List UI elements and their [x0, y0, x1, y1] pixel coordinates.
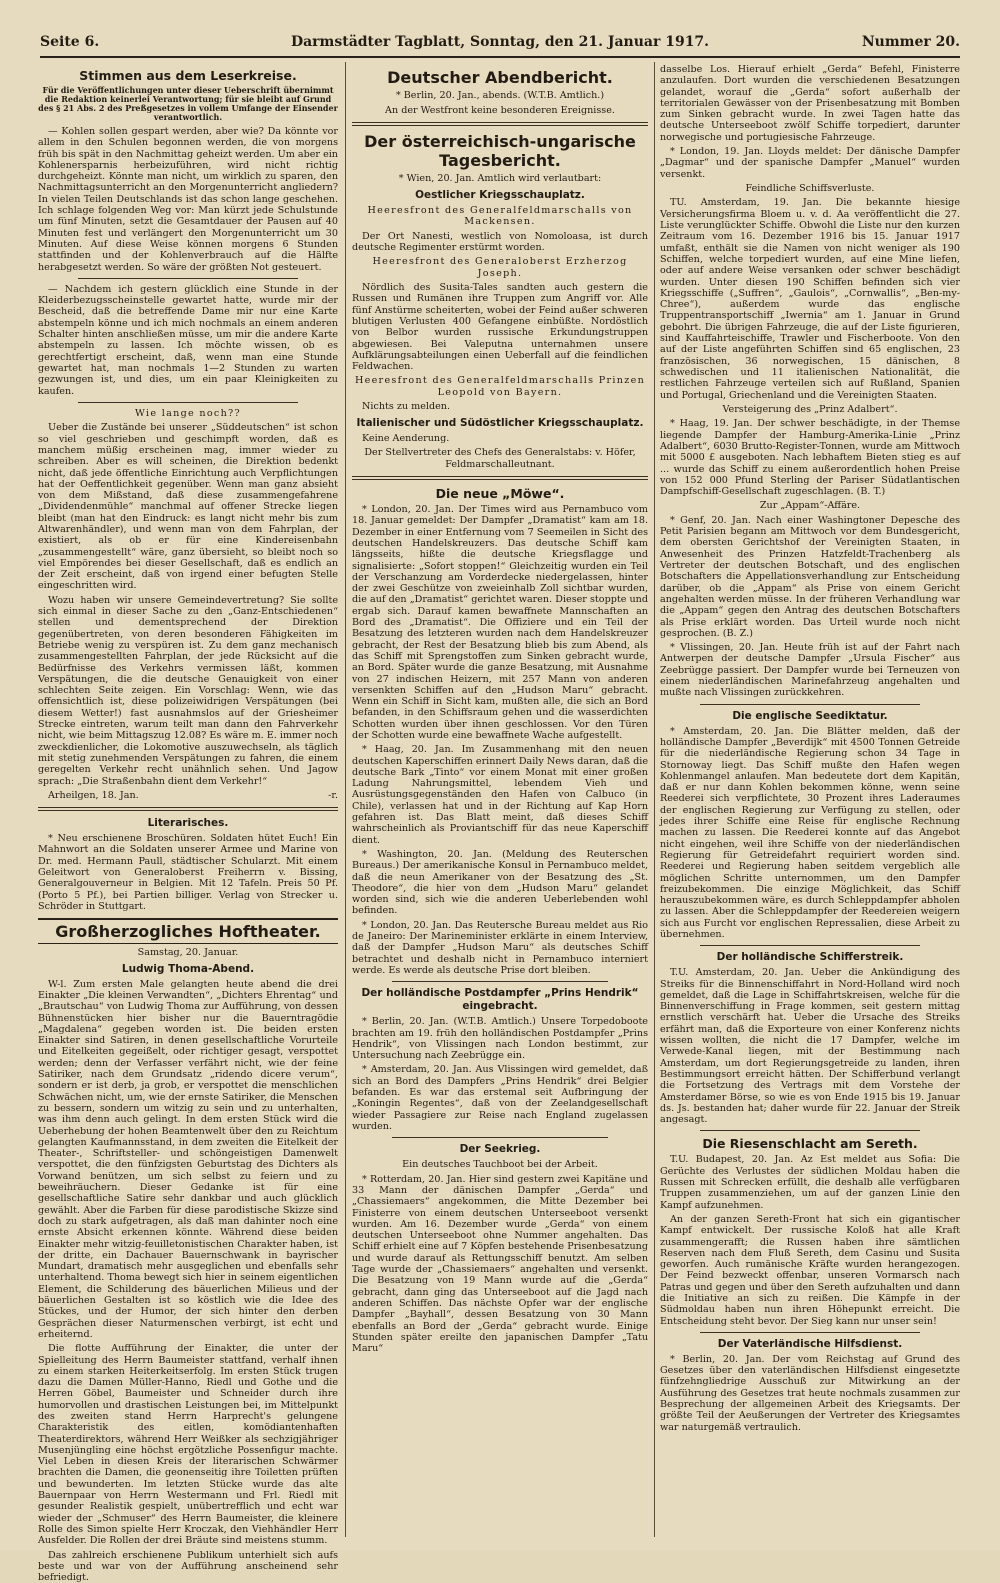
- divider: [700, 1332, 920, 1333]
- article-paragraph: Die flotte Aufführung der Einakter, die unter der Spielleitung des Herrn Baumeister stattfand, verhalf ihnen zu einem starken Heiterkeitserfolg. Im ersten Stück trugen dazu die Damen Müller-Hanno, Riedl und Gothe und die Herren Göbel, Baumeister und Schneider durch ihre humorvollen und drastischen Leistungen bei, im Mittelpunkt des zweiten stand Herrn Harprecht's gelungene Charakteristik des eitlen, komödiantenhaften Theaterdirektors, während Herr Weißker als sechzigjähriger Musenjüngling eine höchst ergötzliche Possenfigur machte. Viel Leben in diesen Kreis der literarischen Schwärmer brachten die Damen, die geonenseitig ihre Toiletten prüften und bewunderten. Im letzten Stücke wurde das alte Bauernpaar von Herrn Westermann und Frl. Riedl mit gesunder Realistik gespielt, unübertrefflich und echt war wieder der „Schmuser“ des Herrn Baumeister, die kleinere Rolle des Simon spielte Herr Kroczak, den Viehhändler Herr Ausfelder. Die Rollen der drei Bräute sind meistens stumm.: [38, 1343, 338, 1547]
- divider: [700, 1130, 920, 1131]
- article-paragraph: An der ganzen Sereth-Front hat sich ein gigantischer Kampf entwickelt. Der russische Koloß hat alle Kraft zusammengerafft; die Russen haben ihre sämtlichen Reserven nach dem Fluß Sereth, dem Casinu und Susita geworfen. Auch rumänische Kräfte wurden herangezogen. Der Feind bezweckt offenbar, unseren Vormarsch nach Patras und gegen und über den Sereth aufzuhalten und dann die Initiative an sich zu reißen. Die Kämpfe in der Südmoldau haben nun ihren Höhepunkt erreicht. Die Entscheidung steht bevor. Der Sieg kann nur unser sein!: [660, 1213, 960, 1327]
- section-heading: Der österreichisch-ungarische Tagesbericht.: [364, 132, 636, 170]
- section-heading: Deutscher Abendbericht.: [387, 68, 613, 87]
- article-paragraph: Keine Aenderung.: [362, 432, 450, 444]
- article-paragraph: * Haag, 20. Jan. Im Zusammenhang mit den neuen deutschen Kaperschiffen erinnert Daily News daran, daß die deutsche Bark „Tinto“ vor einem Monat mit einer großen Ladung Nahrungsmittel, lebendem Vieh und Ausrüstungsgegenständen den Hafen von Calbuco (in Chile), verlassen hat und in der Richtung auf Kap Horn gefahren ist. Das Blatt meint, daß dieses Schiff wahrscheinlich als Proviantschiff für das neue Kaperschiff dient.: [352, 744, 648, 846]
- article-paragraph: Das zahlreich erschienene Publikum unterhielt sich aufs beste und war von der Aufführung anscheinend sehr befriedigt.: [38, 1549, 338, 1583]
- section-heading: Literarisches.: [147, 817, 229, 830]
- divider: [392, 1137, 608, 1138]
- article-paragraph: Ueber die Zustände bei unserer „Süddeutschen“ ist schon so viel geschrieben und geschimpft worden, daß es manchem müßig erscheinen mag, immer wieder zu schreiben. Aber es will scheinen, die Direktion bedenkt nicht, daß jede öffentliche Einrichtung auch Verpflichtungen hat der Oeffentlichkeit gegenüber. Wenn man ganz absieht von dem Mißstand, daß diese zusammengefahrene „Dividendenmühle“ manchmal auf offener Strecke liegen bleibt (man hat den Eindruck: es langt nicht mehr bis zum Altwarenhändler), und wenn man von dem Fahrplan, der existiert, als ob er für eine Kindereisenbahn „zusammengestellt“ wäre, ganz übersieht, so bleibt noch so viel Empörendes bei dieser Gesellschaft, daß es endlich an der Zeit erscheint, daß von irgend einer befugten Stelle eingeschritten wird.: [38, 422, 338, 592]
- page-number: Seite 6.: [40, 34, 100, 50]
- section-heading: Stimmen aus dem Leserkreise.: [79, 68, 297, 83]
- signature-place: Arheilgen, 18. Jan. -r.: [48, 789, 338, 801]
- section-heading: Der Seekrieg.: [459, 1143, 541, 1156]
- disclaimer: Für die Veröffentlichungen unter dieser Ueberschrift übernimmt die Redaktion keinerlei Verantwortung; für sie bleibt auf Grund des § 21 Abs. 2 des Preßgesetzes in vollem Umfange der Einsender verantwortlich.: [38, 85, 338, 122]
- sub-heading: Oestlicher Kriegsschauplatz.: [415, 188, 585, 201]
- column-3: [660, 64, 960, 1539]
- divider: [700, 945, 920, 946]
- newspaper-title: Darmstädter Tagblatt, Sonntag, den 21. Januar 1917.: [290, 34, 710, 50]
- article-paragraph: TU. Amsterdam, 19. Jan. Die bekannte hiesige Versicherungsfirma Bloem u. v. d. Aa veröffentlicht die 27. Liste verunglückter Schiffe. Obwohl die Liste nur den kurzen Zeitraum vom 16. Dezember 1916 bis 15. Januar 1917 umfaßt, enthält sie die Namen von nicht weniger als 190 Schiffen, welche torpediert wurden, auf eine Mine liefen, oder auf andere Weise versanken oder schwer beschädigt wurden. Unter diesen 190 Schiffen befinden sich vier Kriegsschiffe („Suffren“, „Gaulois“, „Cornwallis“, „Ben-my-Chree“), außerdem wurde das englische Truppentransportschiff „Iwernia“ am 1. Januar in Grund gebohrt. Die übrigen Fahrzeuge, die auf der Liste figurieren, sind Kauffahrteischiffe, Trawler und Fischerboote. Von den auf der Liste angeführten Schiffen sind 65 englischen, 23 französischen, 36 norwegischen, 15 dänischen, 8 schwedischen und 11 italienischen Nationalität, die restlichen Fahrzeuge verteilen sich auf Rußland, Spanien und Portugal, Griechenland und die Vereinigten Staaten.: [660, 197, 960, 401]
- article-paragraph: T.U. Amsterdam, 20. Jan. Ueber die Ankündigung des Streiks für die Binnenschiffahrt in Nord-Holland wird noch gemeldet, daß die Lage in Schiffahrtskreisen, welche für die Binnenverschiffung in Frage kommen, seit gestern mittag ernstlich verschärft hat. Ueber die Ursache des Streiks erfährt man, daß die Exporteure von einer Konferenz nichts wissen wollten, die nicht die 17 Dampfer, welche im Verwede-Kanal liegen, mit der Bestimmung nach Amsterdam, um dort Regierungsgetreide zu landen, ihren Bestimmungsort erreicht hätten. Der Schifferbund verlangt die Fortsetzung des Vertrags mit dem Vorstehe der Amsterdamer Börse, so wie es von Ende 1915 bis 19. Januar ds. Js. bestanden hat; daher wurde für 22. Januar der Streik angesagt.: [660, 967, 960, 1126]
- divider: [38, 807, 338, 811]
- section-heading: Die Riesenschlacht am Sereth.: [702, 1136, 918, 1152]
- dateline: * Berlin, 20. Jan., abends. (W.T.B. Amtlich.): [395, 90, 605, 101]
- divider: [78, 402, 298, 403]
- section-heading: Die englische Seediktatur.: [732, 709, 888, 722]
- section-heading: Die neue „Möwe“.: [435, 486, 565, 502]
- front-heading: Heeresfront des Generalfeldmarschalls Prinzen Leopold von Bayern.: [354, 375, 646, 398]
- article-paragraph: * London, 20. Jan. Der Times wird aus Pernambuco vom 18. Januar gemeldet: Der Dampfer „Dramatist“ kam am 18. Dezember in einer Entfernung vom 7 Seemeilen in Sicht des deutschen Handelskreuzers. Das deutsche Schiff kam längsseits, hißte die deutsche Kriegsflagge und signalisierte: „Sofort stoppen!“ Gleichzeitig wurden ein Teil der Verschanzung am Vorderdecke niedergelassen, hinter der zwei Geschütze von zweieinhalb Zoll sichtbar wurden, die auf den „Dramatist“ gerichtet waren. Dieser stoppte und ergab sich. Darauf kamen bewaffnete Mannschaften an Bord des „Dramatist“. Die Offiziere und ein Teil der Besatzung des letzteren wurden nach dem Handelskreuzer gebracht, der Rest der Besatzung blieb bis zum Abend, als das Schiff mit Sprengstoffen zum Sinken gebracht wurde, an Bord. Später wurde die ganze Besatzung, mit Ausnahme von 27 indischen Heizern, mit 257 Mann von anderen versenkten Schiffen auf den „Hudson Maru“ gebracht. Wenn ein Schiff in Sicht kam, mußten alle, die sich an Bord befanden, in den Schiffsraum gehen und die wasserdichten Schotten wurden über ihnen geschlossen. Vor den Türen der Schotten wurde eine bewaffnete Wache aufgestellt.: [352, 504, 648, 741]
- article-paragraph: T.U. Budapest, 20. Jan. Az Est meldet aus Sofia: Die Gerüchte des Verlustes der südlichen Moldau haben die Russen mit Schrecken erfüllt, die deshalb alle verfügbaren Truppen zusammenziehen, um auf der ganzen Linie den Kampf aufzunehmen.: [660, 1154, 960, 1211]
- signature: Der Stellvertreter des Chefs des Generalstabs: v. Höfer, Feldmarschalleutnant.: [364, 447, 636, 470]
- article-paragraph: * Rotterdam, 20. Jan. Hier sind gestern zwei Kapitäne und 33 Mann der dänischen Dampfer „Gerda“ und „Chassiemaers“ angekommen, die Mitte Dezember bei Finisterre von einem deutschen Unterseeboot versenkt wurden. Am 16. Dezember wurde „Gerda“ von einem deutschen Unterseeboot ohne Nummer angehalten. Das Schiff erhielt eine auf 7 Köpfen bestehende Prisenbesatzung und wurde darauf als Rettungsschiff benutzt. Am selben Tage wurde der „Chassiemaers“ angehalten und versenkt. Die Besatzung von 19 Mann wurde auf die „Gerda“ gebracht, dann ging das Unterseeboot auf die Jagd nach anderen Schiffen. Das nächste Opfer war der englische Dampfer „Bayhall“, dessen Besatzung von 30 Mann ebenfalls an Bord der „Gerda“ gebracht wurde. Einige Stunden später ereilte den japanischen Dampfer „Tatu Maru“: [352, 1173, 648, 1355]
- article-paragraph: W-l. Zum ersten Male gelangten heute abend die drei Einakter „Die kleinen Verwandten“, „Dichters Ehrentag“ und „Brautschau“ von Ludwig Thoma zur Aufführung, von dessen Bühnenstücken hier bisher nur die Bauerntragödie „Magdalena“ gegeben worden ist. Die beiden ersten Einakter sind Satiren, in denen gesellschaftliche Vorurteile und Eitelkeiten gegeißelt, oder richtiger gesagt, verspottet werden; denn der Verfasser verfährt nicht, wie der feine Satiriker, nach dem Grundsatz „ridendo dicere verum“, sondern er ist derb, ja grob, er verspottet die menschlichen Schwächen nicht, um, wie der ernste Satiriker, die Menschen zu bessern, sondern um witzig zu sein und zu unterhalten, was ihm denn auch gelingt. In dem ersten Stück wird die Ueberhebung der hohen Beamtenwelt über den zu Reichtum gelangten Kaufmannsstand, in dem zweiten die Eitelkeit der Theater-, Schriftsteller- und schöngeistigen Damenwelt verspottet, die den fünfzigsten Geburtstag des Dichters als Vorwand benützen, um sich selbst zu feiern und zu beweihräuchern. Dieser Gedanke ist für eine gesellschaftliche Satire sehr dankbar und auch glücklich gewählt. Aber die Farben für diese parodistische Skizze sind doch zu stark aufgetragen, als daß man dahinter noch eine ernste Absicht erkennen könnte. Während diese beiden Einakter mehr witzig-feuilletonistischen Charakter haben, ist der dritte, ein Dachauer Bauernschwank in bayrischer Mundart, dramatisch mehr ausgeglichen und ebenfalls sehr unterhaltend. Thoma bewegt sich hier in seinem eigentlichen Element, die Schilderung des bäuerlichen Milieus und der bäuerlichen Gestalten ist so köstlich wie die Idee des Stückes, und der Humor, der sich hinter den derben Gesprächen dieser Naturmenschen verbirgt, ist echt und erheiternd.: [38, 978, 338, 1340]
- column-rule: [345, 62, 346, 1537]
- article-paragraph: — Kohlen sollen gespart werden, aber wie? Da könnte vor allem in den Schulen begonnen werden, die von morgens früh bis spät in den Nachmittag geheizt werden. Um aber ein Kohlenersparnis herbeizuführen, wird nicht richtig durchgeheizt. Könnte man nicht, um wirklich zu sparen, den Nachmittagsunterricht an den Morgenunterricht angliedern? In vielen Teilen Deutschlands ist das schon lange geschehen. Ich schlage folgenden Weg vor: Man kürzt jede Schulstunde um fünf Minuten, setzt die Gesamtdauer der Pausen auf 40 Minuten fest und verlängert den Morgenunterricht um 30 Minuten. Auf diese Weise können morgens 6 Stunden stattfinden und der Kohlenverbrauch auf die Hälfte herabgesetzt werden. So wäre der größten Not gesteuert.: [38, 126, 338, 273]
- article-paragraph: * Berlin, 20. Jan. Der vom Reichstag auf Grund des Gesetzes über den vaterländischen Hilfsdienst eingesetzte fünfzehngliedrige Ausschuß zur Mitwirkung an der Ausführung des Gesetzes trat heute nochmals zusammen zur Besprechung der allgemeinen Arbeit des Kriegsamts. Der größte Teil der Aeußerungen der Vertreter des Kriegsamtes war naturgemäß vertraulich.: [660, 1353, 960, 1433]
- section-heading: Der Vaterländische Hilfsdienst.: [717, 1337, 903, 1350]
- masthead: [40, 34, 960, 58]
- article-paragraph: * Washington, 20. Jan. (Meldung des Reuterschen Bureaus.) Der amerikanische Konsul in Pernambuco meldet, daß die neun Amerikaner von der Besatzung des „St. Theodore“, die hier von dem „Hudson Maru“ gelandet worden sind, sich wie die anderen Ueberlebenden wohl befinden.: [352, 848, 648, 917]
- article-paragraph: * Genf, 20. Jan. Nach einer Washingtoner Depesche des Petit Parisien begann am Mittwoch vor dem Bundesgericht, dem obersten Gerichtshof der Vereinigten Staaten, in Anwesenheit des Prinzen Hatzfeldt-Trachenberg als Vertreter der deutschen Botschaft, und des englischen Botschafters die Appellationsverhandlung zur Entscheidung darüber, ob die „Appam“ als Prise von einem Gericht angehalten werden müsse. In der früheren Verhandlung war die „Appam“ gegen den Antrag des deutschen Botschafters als Prise erklärt worden. Das Urteil wurde noch nicht gesprochen. (B. Z.): [660, 514, 960, 639]
- issue-number: Nummer 20.: [861, 34, 960, 50]
- divider: [352, 122, 648, 126]
- dateline: * Wien, 20. Jan. Amtlich wird verlautbart:: [398, 173, 602, 184]
- column-rule: [654, 62, 655, 1537]
- theatre-heading-box: [38, 918, 338, 944]
- sub-heading: Feindliche Schiffsverluste.: [745, 182, 875, 194]
- sub-heading: Zur „Appam“-Affäre.: [759, 500, 861, 512]
- column-2: [352, 64, 648, 1539]
- theatre-subtitle: Ludwig Thoma-Abend.: [121, 962, 255, 975]
- sub-heading: Versteigerung des „Prinz Adalbert“.: [722, 403, 898, 415]
- section-heading: Der holländische Postdampfer „Prins Hendrik“ eingebracht.: [361, 987, 639, 1013]
- article-paragraph: * Haag, 19. Jan. Der schwer beschädigte, in der Themse liegende Dampfer der Hamburg-Amerika-Linie „Prinz Adalbert“, 6030 Brutto-Register-Tonnen, wurde am Mittwoch mit 5000 £ ausgeboten. Nach lebhaftem Bieten stieg es auf ... wurde das Schiff zu einem außerordentlich hohen Preise von 152 000 Pfund Sterling der Pariser Südatlantischen Dampfschiff-Gesellschaft zugeschlagen. (B. T.): [660, 418, 960, 498]
- front-heading: Heeresfront des Generaloberst Erzherzog Joseph.: [372, 256, 628, 279]
- divider: [352, 476, 648, 480]
- article-paragraph: * Vlissingen, 20. Jan. Heute früh ist auf der Fahrt nach Antwerpen der deutsche Dampfer „Ursula Fischer“ aus Zeebrügge passiert. Der Dampfer wurde bei Terneuzen von einem niederländischen Marinefahrzeug angehalten und mußte nach Vlissingen zurückkehren.: [660, 642, 960, 699]
- article-paragraph: Nichts zu melden.: [362, 401, 451, 413]
- sub-heading: Wie lange noch??: [135, 407, 241, 419]
- sub-heading: Italienischer und Südöstlicher Kriegsschauplatz.: [356, 416, 644, 429]
- divider: [78, 278, 298, 279]
- article-paragraph: dasselbe Los. Hierauf erhielt „Gerda“ Befehl, Finisterre anzulaufen. Dort wurden die verschiedenen Besatzungen gelandet, worauf die „Gerda“ sofort außerhalb der territorialen Gewässer von der Prisenbesatzung mit Bomben zum Sinken gebracht wurde. In zwei Tagen hatte das deutsche Unterseeboot zwölf Schiffe torpediert, darunter norwegische und portugiesische Fahrzeuge.: [660, 64, 960, 143]
- article-paragraph: * London, 19. Jan. Lloyds meldet: Der dänische Dampfer „Dagmar“ und der spanische Dampfer „Manuel“ wurden versenkt.: [660, 146, 960, 180]
- divider: [700, 704, 920, 705]
- article-paragraph: Nördlich des Susita-Tales sandten auch gestern die Russen und Rumänen ihre Truppen zum Angriff vor. Alle fünf Anstürme scheiterten, wobei der Feind außer schweren blutigen Verlusten 400 Gefangene einbüßte. Nordöstlich von Belbor wurden russische Erkundungstruppen abgewiesen. Bei Valeputna unternahmen unsere Aufklärungsabteilungen einen Ueberfall auf die feindlichen Feldwachen.: [352, 282, 648, 373]
- sub-heading: Ein deutsches Tauchboot bei der Arbeit.: [402, 1159, 598, 1171]
- article-paragraph: Der Ort Nanesti, westlich von Nomoloasa, ist durch deutsche Regimenter erstürmt worden.: [352, 230, 648, 253]
- theatre-date: Samstag, 20. Januar.: [137, 947, 239, 959]
- article-paragraph: — Nachdem ich gestern glücklich eine Stunde in der Kleiderbezugsscheinstelle gewartet hatte, wurde mir der Bescheid, daß die betreffende Dame mir nur eine Karte abstempeln könne und ich mich nochmals an einem anderen Schalter hinten anschließen müsse, um mir die andere Karte abstempeln zu lassen. Ich möchte wissen, ob es gerechtfertigt erscheint, daß, wenn man eine Stunde gewartet hat, man nochmals 1—2 Stunden zu warten gezwungen ist, und dies, um ein paar Kleinigkeiten zu kaufen.: [38, 283, 338, 397]
- article-paragraph: * Neu erschienene Broschüren. Soldaten hütet Euch! Ein Mahnwort an die Soldaten unserer Armee und Marine von Dr. med. Hermann Paull, städtischer Schularzt. Mit einem Geleitwort von Generaloberst Freiherrn v. Bissing, Generalgouverneur in Belgien. Mit 12 Tafeln. Preis 50 Pf. (Porto 5 Pf.), bei Partien billiger. Verlag von Strecker u. Schröder in Stuttgart.: [38, 833, 338, 912]
- divider: [392, 981, 608, 982]
- article-paragraph: * Amsterdam, 20. Jan. Aus Vlissingen wird gemeldet, daß sich an Bord des Dampfers „Prins Hendrik“ drei Belgier befanden. Es war das erstemal seit Aufbringung der „Koningin Regentes“, daß von der Zeelandgesellschaft wieder Passagiere zur Reise nach England zugelassen wurden.: [352, 1064, 648, 1132]
- section-heading: Der holländische Schifferstreik.: [716, 951, 904, 964]
- front-heading: Heeresfront des Generalfeldmarschalls von Mackensen.: [367, 204, 633, 227]
- article-paragraph: * London, 20. Jan. Das Reutersche Bureau meldet aus Rio de Janeiro: Der Marineminister erklärte in einem Interview, daß der Dampfer „Hudson Maru“ als deutsches Schiff betrachtet und deshalb nicht in Pernambuco interniert werde. Es werde als deutsche Prise dort bleiben.: [352, 919, 648, 976]
- article-paragraph: Wozu haben wir unsere Gemeindevertretung? Sie sollte sich einmal in dieser Sache zu den „Ganz-Entschiedenen“ stellen und dementsprechend der Direktion gegenübertreten, von deren besonderen Fähigkeiten im Betriebe wenig zu verspüren ist. Zu dem ganz mechanisch zusammengestellten Fahrplan, der jede Rücksicht auf die Bedürfnisse des Verkehrs vermissen läßt, kommen Verspätungen, die die deutsche Genauigkeit von einer schlechten Seite zeigen. Ein Vorschlag: Wenn, wie das offensichtlich ist, diese polizeiwidrigen Verspätungen (bei diesem Wetter!) fast ausnahmslos auf der Griesheimer Strecke eintreten, warum teilt man dann den Fahrverkehr nicht, wie beim Mittagszug 12.08? Es wäre m. E. immer noch zweckdienlicher, die Lokomotive auszuwechseln, als täglich mit stetig zunehmenden Verspätungen zu fahren, die einem geregelten Verkehr recht unähnlich sehen. Und Jagow sprach: „Die Straßenbahn dient dem Verkehr!“: [38, 594, 338, 787]
- column-1: [38, 64, 338, 1583]
- report-line: An der Westfront keine besonderen Ereignisse.: [385, 104, 615, 116]
- article-paragraph: * Berlin, 20. Jan. (W.T.B. Amtlich.) Unsere Torpedoboote brachten am 19. früh den holländischen Postdampfer „Prins Hendrik“, von Vlissingen nach London bestimmt, zur Untersuchung nach Zeebrügge ein.: [352, 1016, 648, 1062]
- section-heading: Großherzogliches Hoftheater.: [55, 922, 321, 942]
- article-paragraph: * Amsterdam, 20. Jan. Die Blätter melden, daß der holländische Dampfer „Beverdijk“ mit 4500 Tonnen Getreide für die niederländische Regierung schon 34 Tage in Stornoway liegt. Das Schiff mußte den Hafen wegen Kohlenmangel anlaufen. Man bedeutete dort dem Kapitän, daß er nur dann Kohlen bekommen könne, wenn seine Reederei sich verpflichtete, 30 Prozent ihres Laderaumes der englischen Regierung zur Verfügung zu stellen, oder jedes ihrer Schiffe eine Reise für englische Rechnung machen zu lassen. Die Reederei konnte auf das Angebot nicht eingehen, weil ihre Schiffe von der niederländischen Regierung für Getreidefahrt requiriert worden sind. Reederei und Regierung haben seitdem vergeblich alle möglichen Schritte unternommen, um den Dampfer freizubekommen. Die einzige Möglichkeit, das Schiff herauszubekommen wäre, es durch Schleppdampfer abholen zu lassen. Aber die Schleppdampfer der Reedereien weigern sich aus Furcht vor englischen Repressalien, diese Arbeit zu übernehmen.: [660, 725, 960, 940]
